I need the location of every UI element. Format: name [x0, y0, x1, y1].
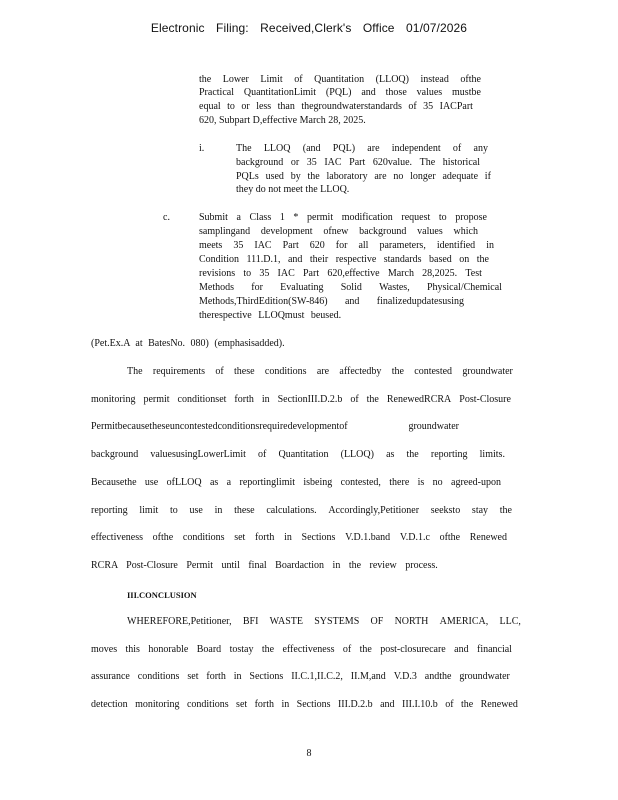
word: and	[380, 699, 395, 710]
word: and	[454, 644, 469, 655]
word: of	[342, 644, 352, 655]
word: Board	[196, 644, 222, 655]
word: conditions	[264, 366, 307, 377]
word: Renewed	[469, 532, 507, 543]
word: LLC,	[499, 616, 521, 627]
word: in	[281, 699, 290, 710]
item-i-line	[236, 157, 480, 169]
word: to	[438, 212, 447, 223]
word: ofnew	[323, 226, 349, 237]
word: the	[461, 699, 474, 710]
word: Accordingly,Petitioner	[328, 505, 420, 516]
word: WHEREFORE,Petitioner,	[127, 616, 232, 627]
word: and	[361, 87, 376, 98]
word: 1	[279, 212, 285, 223]
word: as	[386, 449, 395, 460]
word: RenewedRCRA	[386, 394, 452, 405]
word: background	[236, 157, 284, 168]
item-c-line	[199, 254, 489, 266]
item-c-line: therespective LLOQmust beused.	[199, 310, 342, 321]
word: and	[344, 296, 360, 307]
word: Wastes,	[379, 282, 410, 293]
word: finalizedupdatesusing	[376, 296, 464, 307]
word: The	[419, 157, 436, 168]
word: IAC	[324, 157, 342, 168]
word: (LLOQ)	[375, 74, 409, 85]
word: to	[243, 268, 252, 279]
word: forth	[254, 532, 275, 543]
word: affectedby	[339, 366, 382, 377]
item-b-line	[199, 101, 473, 113]
word: forth	[254, 699, 275, 710]
word: ofLLOQ	[166, 477, 202, 488]
item-c-marker: c.	[163, 212, 170, 223]
word: modification	[341, 212, 393, 223]
word: Post-Closure	[459, 394, 511, 405]
word: conditions	[186, 699, 229, 710]
word: are	[374, 171, 387, 182]
word: 620	[309, 240, 325, 251]
word: monitoring	[91, 394, 136, 405]
word: 35	[423, 101, 434, 112]
page-number: 8	[306, 748, 312, 759]
word: the	[476, 254, 489, 265]
word: SYSTEMS	[314, 616, 360, 627]
word: forth	[206, 671, 226, 682]
item-c-line	[199, 226, 478, 238]
word: the	[391, 366, 404, 377]
word: 28,2025.	[422, 268, 458, 279]
word: PQL)	[332, 143, 356, 154]
word: andthe	[424, 671, 452, 682]
word: stay	[471, 505, 489, 516]
word: Sections	[249, 671, 284, 682]
word: in	[261, 394, 270, 405]
word: Renewed	[480, 699, 518, 710]
word: effectiveness	[282, 644, 335, 655]
word: agreed-upon	[451, 477, 501, 488]
word: and	[287, 254, 303, 265]
word: contested	[414, 366, 453, 377]
word: Submit	[199, 212, 228, 223]
word: longer	[410, 171, 436, 182]
word: all	[358, 240, 369, 251]
word: revisions	[199, 268, 236, 279]
word: values	[417, 226, 443, 237]
item-i-line	[236, 143, 488, 155]
electronic-filing-header: Electronic Filing: Received,Clerk's Office 01/07/2026	[150, 21, 468, 35]
word: groundwater	[408, 421, 459, 432]
word: V.D.1.c	[399, 532, 430, 543]
word: of	[215, 366, 224, 377]
word: or	[241, 101, 250, 112]
word: development	[260, 226, 313, 237]
word: V.D.1.band	[345, 532, 391, 543]
word: the	[307, 171, 320, 182]
word: NORTH	[394, 616, 429, 627]
word: of	[294, 74, 303, 85]
word: any	[473, 143, 488, 154]
word: monitoring	[135, 699, 180, 710]
word: Physical/Chemical	[426, 282, 502, 293]
item-c-line	[199, 282, 502, 294]
word: ofthe	[460, 74, 481, 85]
paragraph-1-line: RCRA Post-Closure Permit until final Boardaction in the review process.	[91, 560, 438, 571]
word: the	[199, 74, 212, 85]
word: equal	[199, 101, 221, 112]
word: SectionIII.D.2.b	[277, 394, 343, 405]
word: reporting	[430, 449, 468, 460]
word: Condition	[199, 254, 240, 265]
paragraph-1-line	[91, 505, 512, 517]
word: tostay	[229, 644, 254, 655]
word: Becausethe	[91, 477, 137, 488]
word: Methods	[199, 282, 234, 293]
word: for	[335, 240, 348, 251]
item-c-line	[199, 296, 464, 308]
word: these	[234, 505, 255, 516]
word: AMERICA,	[439, 616, 489, 627]
word: reportinglimit	[239, 477, 296, 488]
citation: (Pet.Ex.A at BatesNo. 080) (emphasisadded).	[91, 338, 285, 349]
word: use	[189, 505, 203, 516]
word: Sections	[301, 532, 336, 543]
word: groundwater	[459, 671, 510, 682]
word: financial	[476, 644, 512, 655]
word: LLOQ	[263, 143, 291, 154]
word: background	[359, 226, 407, 237]
item-b-line	[199, 87, 481, 99]
word: II.C.1,II.C.2,	[291, 671, 343, 682]
item-b-line: 620, Subpart D,effective March 28, 2025.	[199, 115, 366, 126]
word: post-closurecare	[380, 644, 446, 655]
word: permit	[143, 394, 170, 405]
word: limit	[139, 505, 159, 516]
word: respective	[335, 254, 377, 265]
word: these	[234, 366, 255, 377]
word: the	[499, 505, 512, 516]
word: Part	[282, 240, 299, 251]
paragraph-2-line	[91, 699, 518, 711]
word: in	[214, 505, 223, 516]
word: which	[453, 226, 478, 237]
word: OF	[370, 616, 384, 627]
item-c-line	[199, 212, 487, 224]
word: or	[290, 157, 300, 168]
word: Quantitation	[278, 449, 329, 460]
word: conditions	[137, 671, 180, 682]
word: on	[459, 254, 470, 265]
word: of	[452, 143, 462, 154]
item-i-line	[236, 171, 491, 183]
word: conditions	[182, 532, 225, 543]
word: based	[429, 254, 452, 265]
word: reporting	[91, 505, 128, 516]
word: thegroundwaterstandards	[301, 101, 402, 112]
word: II.M,and	[350, 671, 386, 682]
word: 620value.	[372, 157, 413, 168]
word: by	[290, 171, 301, 182]
word: permit	[307, 212, 334, 223]
word: QuantitationLimit	[243, 87, 317, 98]
word: propose	[455, 212, 487, 223]
word: PQLs	[236, 171, 259, 182]
word: of	[408, 101, 417, 112]
word: 35	[233, 240, 244, 251]
word: 35	[259, 268, 270, 279]
word: *	[293, 212, 299, 223]
word: Limit	[260, 74, 283, 85]
word: instead	[420, 74, 449, 85]
paragraph-1-line	[127, 366, 513, 378]
word: Methods,ThirdEdition(SW-846)	[199, 296, 328, 307]
word: adequate	[442, 171, 479, 182]
word: are	[367, 143, 380, 154]
word: Class	[249, 212, 272, 223]
word: the	[406, 449, 419, 460]
word: IAC	[277, 268, 295, 279]
word: honorable	[148, 644, 189, 655]
word: to	[170, 505, 178, 516]
item-c-line	[199, 268, 482, 280]
word: March	[387, 268, 414, 279]
word: BFI	[242, 616, 259, 627]
word: The	[236, 143, 252, 154]
word: ofthe	[439, 532, 461, 543]
word: calculations.	[266, 505, 317, 516]
word: (PQL)	[325, 87, 352, 98]
word: Test	[465, 268, 482, 279]
word: requirements	[152, 366, 206, 377]
word: no	[432, 477, 443, 488]
word: Quantitation	[314, 74, 365, 85]
word: IACPart	[439, 101, 473, 112]
word: less	[256, 101, 272, 112]
word: effectiveness	[91, 532, 144, 543]
paragraph-1-line	[91, 421, 459, 433]
word: Practical	[199, 87, 234, 98]
word: there	[389, 477, 410, 488]
word: in	[233, 671, 242, 682]
word: conditionset	[177, 394, 227, 405]
word: laboratory	[326, 171, 368, 182]
section-heading: III.CONCLUSION	[127, 590, 197, 600]
word: their	[309, 254, 329, 265]
word: Solid	[340, 282, 362, 293]
word: a	[226, 477, 232, 488]
word: if	[484, 171, 491, 182]
word: The	[127, 366, 143, 377]
word: a	[236, 212, 241, 223]
word: forth	[234, 394, 254, 405]
word: set	[187, 671, 199, 682]
word: in	[486, 240, 494, 251]
item-c-line	[199, 240, 494, 252]
word: assurance	[91, 671, 130, 682]
word: identified	[436, 240, 476, 251]
word: IAC	[254, 240, 272, 251]
word: isbeing	[303, 477, 333, 488]
paragraph-1-line	[91, 394, 511, 406]
word: parameters,	[379, 240, 426, 251]
paragraph-2-line	[127, 616, 521, 628]
word: no	[393, 171, 404, 182]
word: moves	[91, 644, 118, 655]
word: WASTE	[269, 616, 303, 627]
word: groundwater	[462, 366, 513, 377]
paragraph-1-line	[91, 449, 505, 461]
item-b-line	[199, 74, 481, 86]
word: limits.	[479, 449, 505, 460]
word: independent	[391, 143, 441, 154]
paragraph-2-line	[91, 644, 512, 656]
paragraph-2-line	[91, 671, 510, 683]
word: the	[261, 644, 275, 655]
word: used	[265, 171, 284, 182]
word: Lower	[222, 74, 249, 85]
word: than	[277, 101, 295, 112]
word: this	[125, 644, 140, 655]
paragraph-1-line	[91, 477, 501, 489]
word: 111.D.1,	[246, 254, 281, 265]
item-i-marker: i.	[199, 143, 205, 154]
word: as	[209, 477, 219, 488]
word: historical	[442, 157, 480, 168]
word: of	[445, 699, 454, 710]
word: set	[234, 532, 246, 543]
word: valuesusingLowerLimit	[150, 449, 246, 460]
word: contested,	[340, 477, 381, 488]
word: (LLOQ)	[340, 449, 374, 460]
word: the	[366, 394, 379, 405]
word: Sections	[296, 699, 331, 710]
word: the	[359, 644, 372, 655]
word: seeksto	[430, 505, 461, 516]
word: values	[416, 87, 443, 98]
word: standards	[383, 254, 422, 265]
word: Part	[303, 268, 320, 279]
word: 620,effective	[327, 268, 380, 279]
word: set	[236, 699, 248, 710]
word: detection	[91, 699, 128, 710]
word: V.D.3	[393, 671, 417, 682]
word: for	[251, 282, 263, 293]
word: Part	[349, 157, 366, 168]
word: of	[258, 449, 267, 460]
word: request	[401, 212, 431, 223]
word: (and	[302, 143, 321, 154]
word: background	[91, 449, 139, 460]
word: ofthe	[152, 532, 174, 543]
word: samplingand	[199, 226, 251, 237]
word: are	[316, 366, 330, 377]
word: meets	[199, 240, 223, 251]
word: to	[227, 101, 235, 112]
paragraph-1-line	[91, 532, 507, 544]
word: mustbe	[452, 87, 481, 98]
word: Permitbecausetheseuncontestedconditionsrequiredevelopmentof	[91, 421, 348, 432]
word: those	[385, 87, 407, 98]
word: III.I.10.b	[401, 699, 438, 710]
word: use	[144, 477, 159, 488]
word: of	[350, 394, 359, 405]
word: Evaluating	[280, 282, 324, 293]
item-i-line: they do not meet the LLOQ.	[236, 184, 350, 195]
word: III.D.2.b	[337, 699, 373, 710]
word: 35	[306, 157, 317, 168]
word: is	[417, 477, 425, 488]
word: in	[284, 532, 292, 543]
